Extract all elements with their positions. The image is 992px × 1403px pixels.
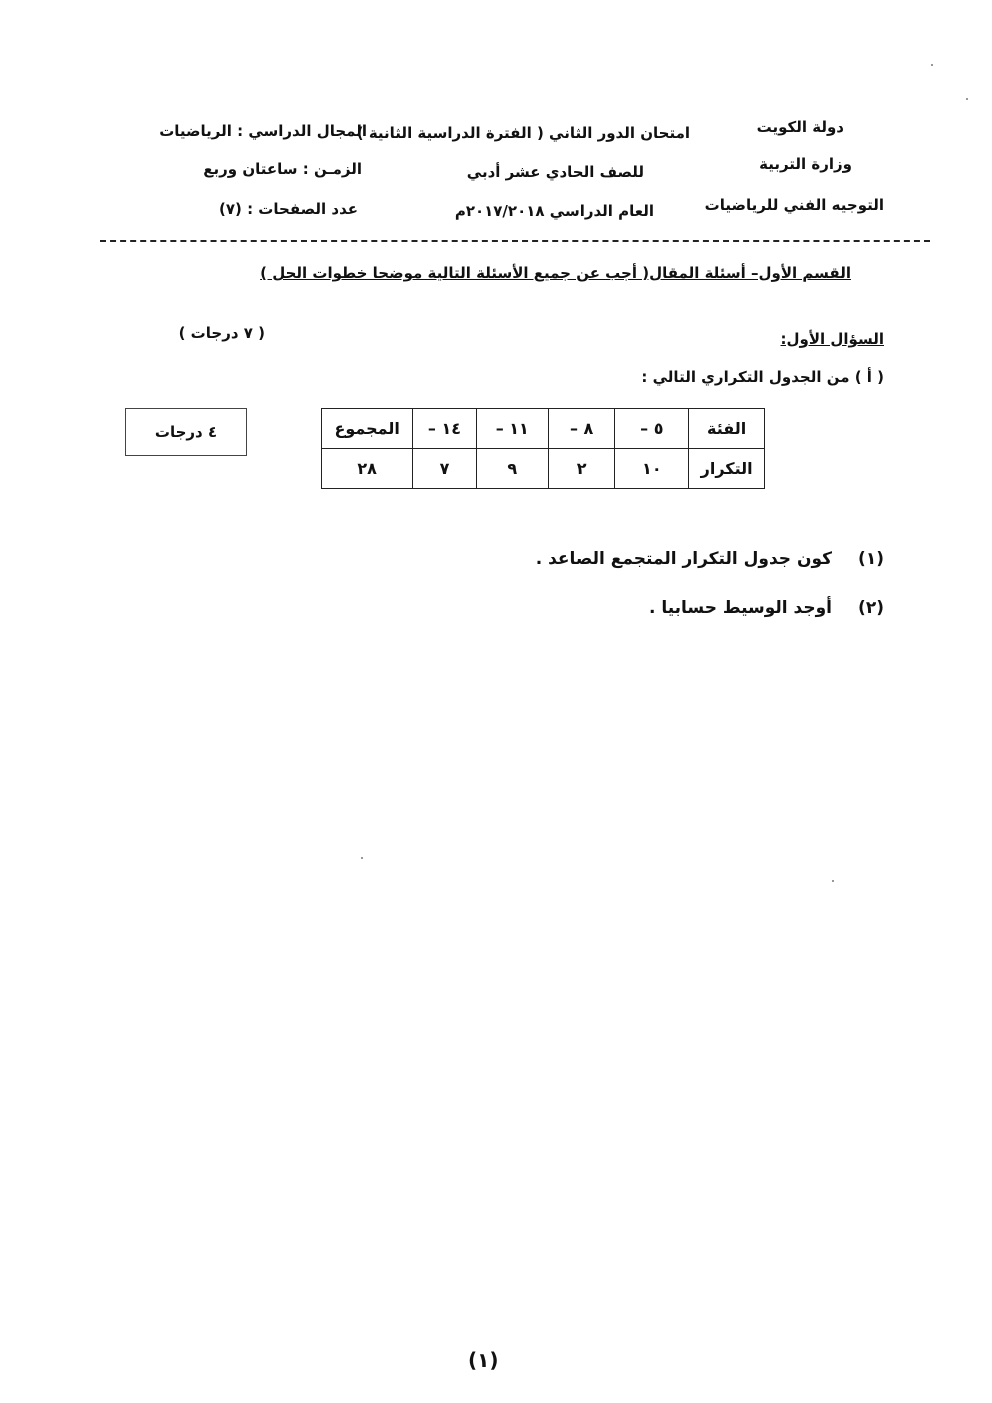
table-cell: ١٠	[615, 449, 689, 489]
table-cell: المجموع	[322, 409, 413, 449]
header-duration: الزمـن : ساعتان وربع	[203, 160, 362, 178]
scan-speck	[832, 880, 834, 882]
row-header-frequency: التكرار	[689, 449, 765, 489]
table-cell: ١١ –	[476, 409, 548, 449]
header-department: التوجيه الفني للرياضيات	[704, 196, 884, 214]
header-separator	[100, 240, 930, 242]
table-cell: ٩	[476, 449, 548, 489]
part-a-marks: ٤ درجات	[154, 423, 218, 441]
frequency-table	[321, 408, 765, 489]
table-cell: ١٤ –	[413, 409, 476, 449]
task-1-text: كون جدول التكرار المتجمع الصاعد .	[535, 549, 832, 569]
header-school-year: العام الدراسي ٢٠١٧/٢٠١٨م	[454, 202, 654, 220]
row-header-class: الفئة	[689, 409, 765, 449]
part-a-marks-box	[125, 408, 247, 456]
table-cell: ٢	[548, 449, 614, 489]
header-country: دولة الكويت	[756, 118, 844, 136]
table-cell: ٢٨	[322, 449, 413, 489]
scan-speck	[361, 857, 363, 859]
header-exam-title: امتحان الدور الثاني ( الفترة الدراسية الثانية )	[356, 124, 690, 142]
task-2-text: أوجد الوسيط حسابيا .	[648, 598, 832, 618]
header-page-count: عدد الصفحات : (٧)	[218, 200, 358, 218]
table-cell: ٧	[413, 449, 476, 489]
question-1-part-a: ( أ ) من الجدول التكراري التالي :	[641, 368, 884, 386]
table-cell: ٨ –	[548, 409, 614, 449]
header-grade: للصف الحادي عشر أدبي	[466, 163, 644, 181]
question-1-label: السؤال الأول:	[780, 330, 884, 348]
table-cell: ٥ –	[615, 409, 689, 449]
scan-speck	[931, 64, 933, 66]
scan-speck	[966, 98, 968, 100]
task-1-number: (١)	[858, 549, 884, 569]
task-2-number: (٢)	[858, 598, 884, 618]
page-number: (١)	[468, 1348, 499, 1372]
table-row-frequencies	[322, 449, 765, 489]
header-ministry: وزارة التربية	[759, 155, 852, 173]
section-title: القسم الأول– أسئلة المقال( أجب عن جميع الأسئلة التالية موضحا خطوات الحل )	[260, 264, 851, 282]
table-row-classes	[322, 409, 765, 449]
header-subject: المجال الدراسي : الرياضيات	[159, 122, 367, 140]
question-1-marks: ( ٧ درجات )	[178, 324, 265, 342]
